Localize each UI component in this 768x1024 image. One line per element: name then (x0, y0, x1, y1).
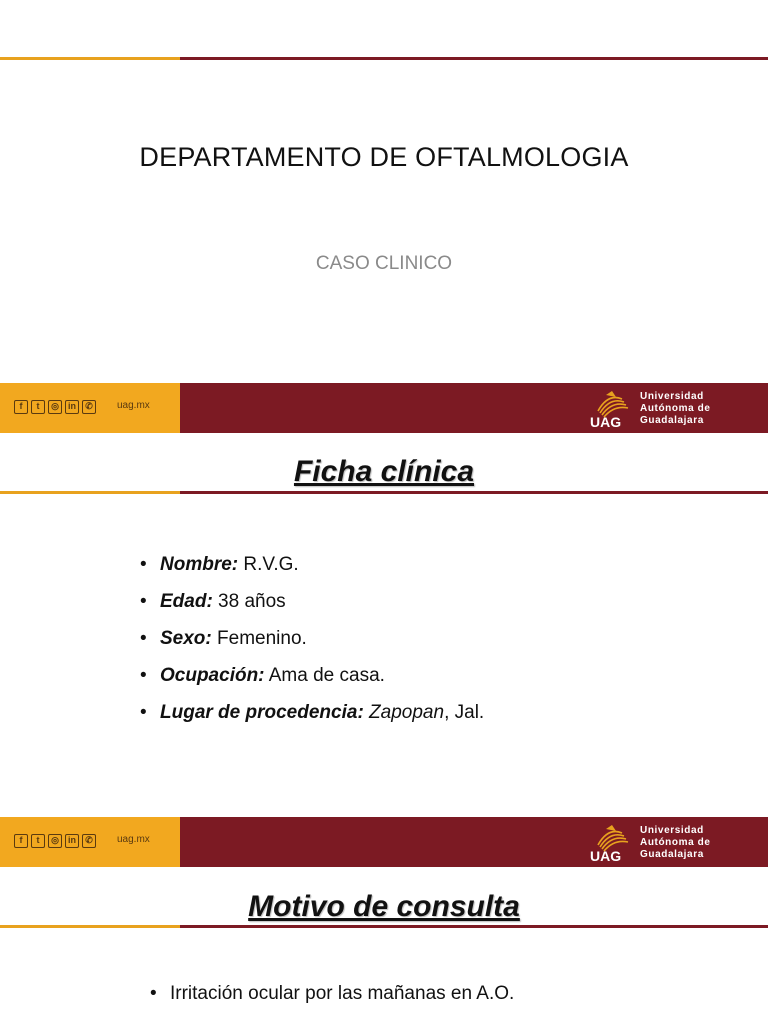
motivo-list (150, 975, 514, 1012)
facebook-icon[interactable]: f (14, 400, 28, 414)
slide2-top-rule (0, 491, 768, 494)
linkedin-icon[interactable]: in (65, 400, 79, 414)
twitter-icon[interactable]: t (31, 834, 45, 848)
logo-line-3: Guadalajara (640, 415, 704, 426)
list-item: • Nombre: R.V.G. (140, 554, 299, 575)
slide3-title: Motivo de consulta (248, 890, 520, 923)
logo-line-2: Autónoma de (640, 403, 711, 414)
list-item: • Sexo: Femenino. (140, 628, 307, 649)
svg-text:UAG: UAG (590, 848, 622, 863)
facebook-icon[interactable]: f (14, 834, 28, 848)
logo-line-1: Universidad (640, 825, 704, 836)
social-icons (14, 400, 96, 414)
slide1-subtitle: CASO CLINICO (315, 253, 453, 274)
slide1-title: DEPARTAMENTO DE OFTALMOLOGIA (139, 142, 629, 172)
uag-logo-mark-icon (588, 389, 636, 429)
whatsapp-icon[interactable]: ✆ (82, 400, 96, 414)
footer-band-1 (0, 383, 768, 433)
uag-logo (588, 823, 748, 863)
logo-line-2: Autónoma de (640, 837, 711, 848)
uag-logo-mark-icon (588, 823, 636, 863)
linkedin-icon[interactable]: in (65, 834, 79, 848)
list-item: • Edad: 38 años (140, 591, 286, 612)
uag-logo (588, 389, 748, 429)
list-item: • Irritación ocular por las mañanas en A.O. (150, 983, 515, 1004)
logo-line-3: Guadalajara (640, 849, 704, 860)
list-item: • Lugar de procedencia: Zapopan, Jal. (140, 702, 485, 723)
twitter-icon[interactable]: t (31, 400, 45, 414)
instagram-icon[interactable]: ◎ (48, 834, 62, 848)
site-link[interactable]: uag.mx (117, 400, 150, 411)
site-link[interactable]: uag.mx (117, 834, 150, 845)
footer-band-2 (0, 817, 768, 867)
logo-line-1: Universidad (640, 391, 704, 402)
slide2-title: Ficha clínica (293, 455, 475, 488)
list-item: • Ocupación: Ama de casa. (140, 665, 385, 686)
whatsapp-icon[interactable]: ✆ (82, 834, 96, 848)
social-icons (14, 834, 96, 848)
svg-text:UAG: UAG (590, 414, 622, 429)
slide3-top-rule (0, 925, 768, 928)
instagram-icon[interactable]: ◎ (48, 400, 62, 414)
slide1-top-rule (0, 57, 768, 60)
ficha-list (140, 546, 484, 731)
